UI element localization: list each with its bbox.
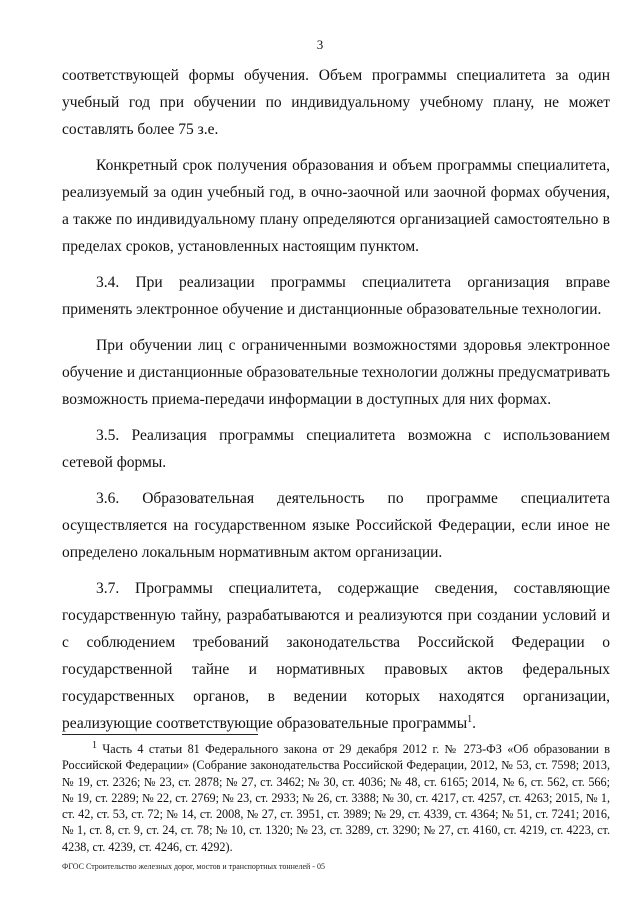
paragraph-3-4: 3.4. При реализации программы специалитета организация вправе применять электронное обучение и дистанционные образовательные технологии. [62,274,610,318]
paragraph-3-6: 3.6. Образовательная деятельность по программе специалитета осуществляется на государственном языке Российской Федерации, если иное не определено локальным нормативным актом организации. [62,490,610,561]
footnote [62,741,610,855]
paragraph-3-7: 3.7. Программы специалитета, содержащие сведения, составляющие государственную тайну, разрабатываются и реализуются при создании условий и с соблюдением требований законодательства Российской Федерации о государственной тайне и нормативных правовых актов федеральных государственных органов, в ведении которых находятся организации, реализующие соответствующие образовательные программы$^1$. [62,580,610,732]
paragraph-term-details: Конкретный срок получения образования и объем программы специалитета, реализуемый за один учебный год, в очно-заочной или заочной формах обучения, а также по индивидуальному плану определяются организацией самостоятельно в пределах сроков, установленных настоящим пунктом. [62,157,610,255]
footnote-separator [62,734,258,735]
paragraph-3-7-text: 3.7. Программы специалитета, содержащие сведения, составляющие государственную тайну, разрабатываются и реализуются при создании условий и с соблюдением требований законодательства Российской Федерации о государственной тайне и нормативных правовых актов федеральных государственных органов, в ведении которых находятся организации, реализующие соответствующие образовательные программы [62,580,610,732]
footnote-marker: 1 [92,739,97,751]
page-footer: ФГОС Строительство железных дорог, мостов и транспортных тоннелей - 05 [62,862,325,871]
footnote-reference: 1 [467,713,473,725]
paragraph-continuation: соответствующей формы обучения. Объем программы специалитета за один учебный год при обучении по индивидуальному учебному плану, не может составлять более 75 з.е. [62,67,610,138]
paragraph-3-5: 3.5. Реализация программы специалитета возможна с использованием сетевой формы. [62,427,610,471]
document-body [62,62,610,746]
paragraph-disabilities: При обучении лиц с ограниченными возможностями здоровья электронное обучение и дистанционные образовательные технологии должны предусматривать возможность приема-передачи информации в доступных для них формах. [62,337,610,408]
footnote-text: Часть 4 статьи 81 Федерального закона от 29 декабря 2012 г. № 273-ФЗ «Об образовании в Российской Федерации» (Собрание законодательства Российской Федерации, 2012, № 53, ст. 7598; 2013, № 19, ст. 2326; № 23, ст. 2878; № 27, ст. 3462; № 30, ст. 4036; № 48, ст. 6165; 2014, № 6, ст. 562, ст. 566; № 19, ст. 2289; № 22, ст. 2769; № 23, ст. 2933; № 26, ст. 3388; № 30, ст. 4217, ст. 4257, ст. 4263; 2015, № 1, ст. 42, ст. 53, ст. 72; № 14, ст. 2008, № 27, ст. 3951, ст. 3989; № 29, ст. 4339, ст. 4364; № 51, ст. 7241; 2016, № 1, ст. 8, ст. 9, ст. 24, ст. 78; № 10, ст. 1320; № 23, ст. 3289, ст. 3290; № 27, ст. 4160, ст. 4219, ст. 4223, ст. 4238, ст. 4239, ст. 4246, ст. 4292). [62,742,611,854]
page-number: 3 [316,37,324,52]
